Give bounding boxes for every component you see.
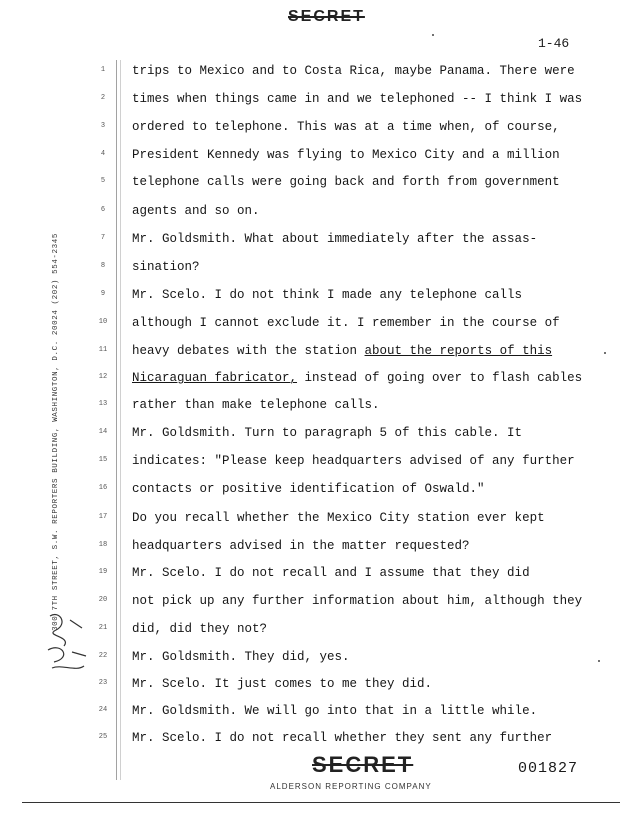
- transcript-line: Mr. Goldsmith. They did, yes.: [132, 650, 350, 664]
- transcript-line: rather than make telephone calls.: [132, 398, 380, 412]
- line-number: 7: [100, 234, 106, 242]
- line-number: 19: [98, 568, 108, 576]
- transcript-line: sination?: [132, 260, 200, 274]
- line-number: 10: [98, 318, 108, 326]
- document-number: 001827: [518, 760, 579, 777]
- transcript-line: Mr. Goldsmith. Turn to paragraph 5 of this cable. It: [132, 426, 523, 440]
- line-number: 16: [98, 484, 108, 492]
- line-number: 15: [98, 456, 108, 464]
- line-number: 23: [98, 679, 108, 687]
- line-number: 4: [100, 150, 106, 158]
- transcript-line: President Kennedy was flying to Mexico City and a million: [132, 148, 560, 162]
- line-number: 8: [100, 262, 106, 270]
- margin-rule: [116, 60, 117, 780]
- line-number: 17: [98, 513, 108, 521]
- transcript-line: Mr. Goldsmith. We will go into that in a little while.: [132, 704, 538, 718]
- transcript-line: trips to Mexico and to Costa Rica, maybe Panama. There were: [132, 64, 575, 78]
- line-text: heavy debates with the station: [132, 344, 365, 358]
- margin-address: 300 7TH STREET, S.W. REPORTERS BUILDING, WASHINGTON, D.C. 20024 (202) 554-2345: [52, 233, 60, 631]
- scan-speck: [432, 34, 434, 36]
- transcript-line: [132, 344, 552, 358]
- transcript-line: Mr. Scelo. It just comes to me they did.: [132, 677, 433, 691]
- line-number: 25: [98, 733, 108, 741]
- transcript-line: not pick up any further information about him, although they: [132, 594, 583, 608]
- scan-speck: [598, 660, 600, 662]
- line-number: 11: [98, 346, 108, 354]
- transcript-line: contacts or positive identification of Oswald.": [132, 482, 485, 496]
- line-number: 2: [100, 94, 106, 102]
- line-number: 14: [98, 428, 108, 436]
- underlined-text: about the reports of this: [364, 344, 553, 358]
- line-number: 21: [98, 624, 108, 632]
- margin-rule-inner: [120, 60, 121, 780]
- transcript-line: did, did they not?: [132, 622, 268, 636]
- transcript-line: Mr. Scelo. I do not recall whether they sent any further: [132, 731, 553, 745]
- transcript-line: Mr. Scelo. I do not think I made any telephone calls: [132, 288, 523, 302]
- transcript-line: headquarters advised in the matter requested?: [132, 539, 470, 553]
- line-number: 5: [100, 177, 106, 185]
- transcript-line: [132, 371, 582, 385]
- transcript-line: agents and so on.: [132, 204, 260, 218]
- line-number: 18: [98, 541, 108, 549]
- line-number: 22: [98, 652, 108, 660]
- line-number: 6: [100, 206, 106, 214]
- line-number: 13: [98, 400, 108, 408]
- reporting-company: ALDERSON REPORTING COMPANY: [270, 782, 432, 791]
- line-number: 3: [100, 122, 106, 130]
- classification-stamp-top: SECRET: [288, 8, 365, 25]
- line-number: 24: [98, 706, 108, 714]
- transcript-line: telephone calls were going back and forth from government: [132, 175, 560, 189]
- underlined-text: Nicaraguan fabricator,: [132, 371, 298, 385]
- line-number: 20: [98, 596, 108, 604]
- transcript-line: indicates: "Please keep headquarters advised of any further: [132, 454, 575, 468]
- transcript-line: Mr. Scelo. I do not recall and I assume that they did: [132, 566, 530, 580]
- bottom-rule: [22, 802, 620, 803]
- transcript-line: times when things came in and we telephoned -- I think I was: [132, 92, 583, 106]
- transcript-line: although I cannot exclude it. I remember in the course of: [132, 316, 560, 330]
- line-number: 1: [100, 66, 106, 74]
- line-number: 9: [100, 290, 106, 298]
- scan-speck: [604, 352, 606, 354]
- transcript-line: ordered to telephone. This was at a time when, of course,: [132, 120, 560, 134]
- line-text: instead of going over to flash cables: [297, 371, 583, 385]
- page-number: 1-46: [538, 36, 570, 51]
- classification-stamp-bottom: SECRET: [312, 752, 414, 777]
- handwritten-signature: [42, 606, 92, 676]
- line-number: 12: [98, 373, 108, 381]
- transcript-line: Do you recall whether the Mexico City station ever kept: [132, 511, 545, 525]
- transcript-line: Mr. Goldsmith. What about immediately after the assas-: [132, 232, 538, 246]
